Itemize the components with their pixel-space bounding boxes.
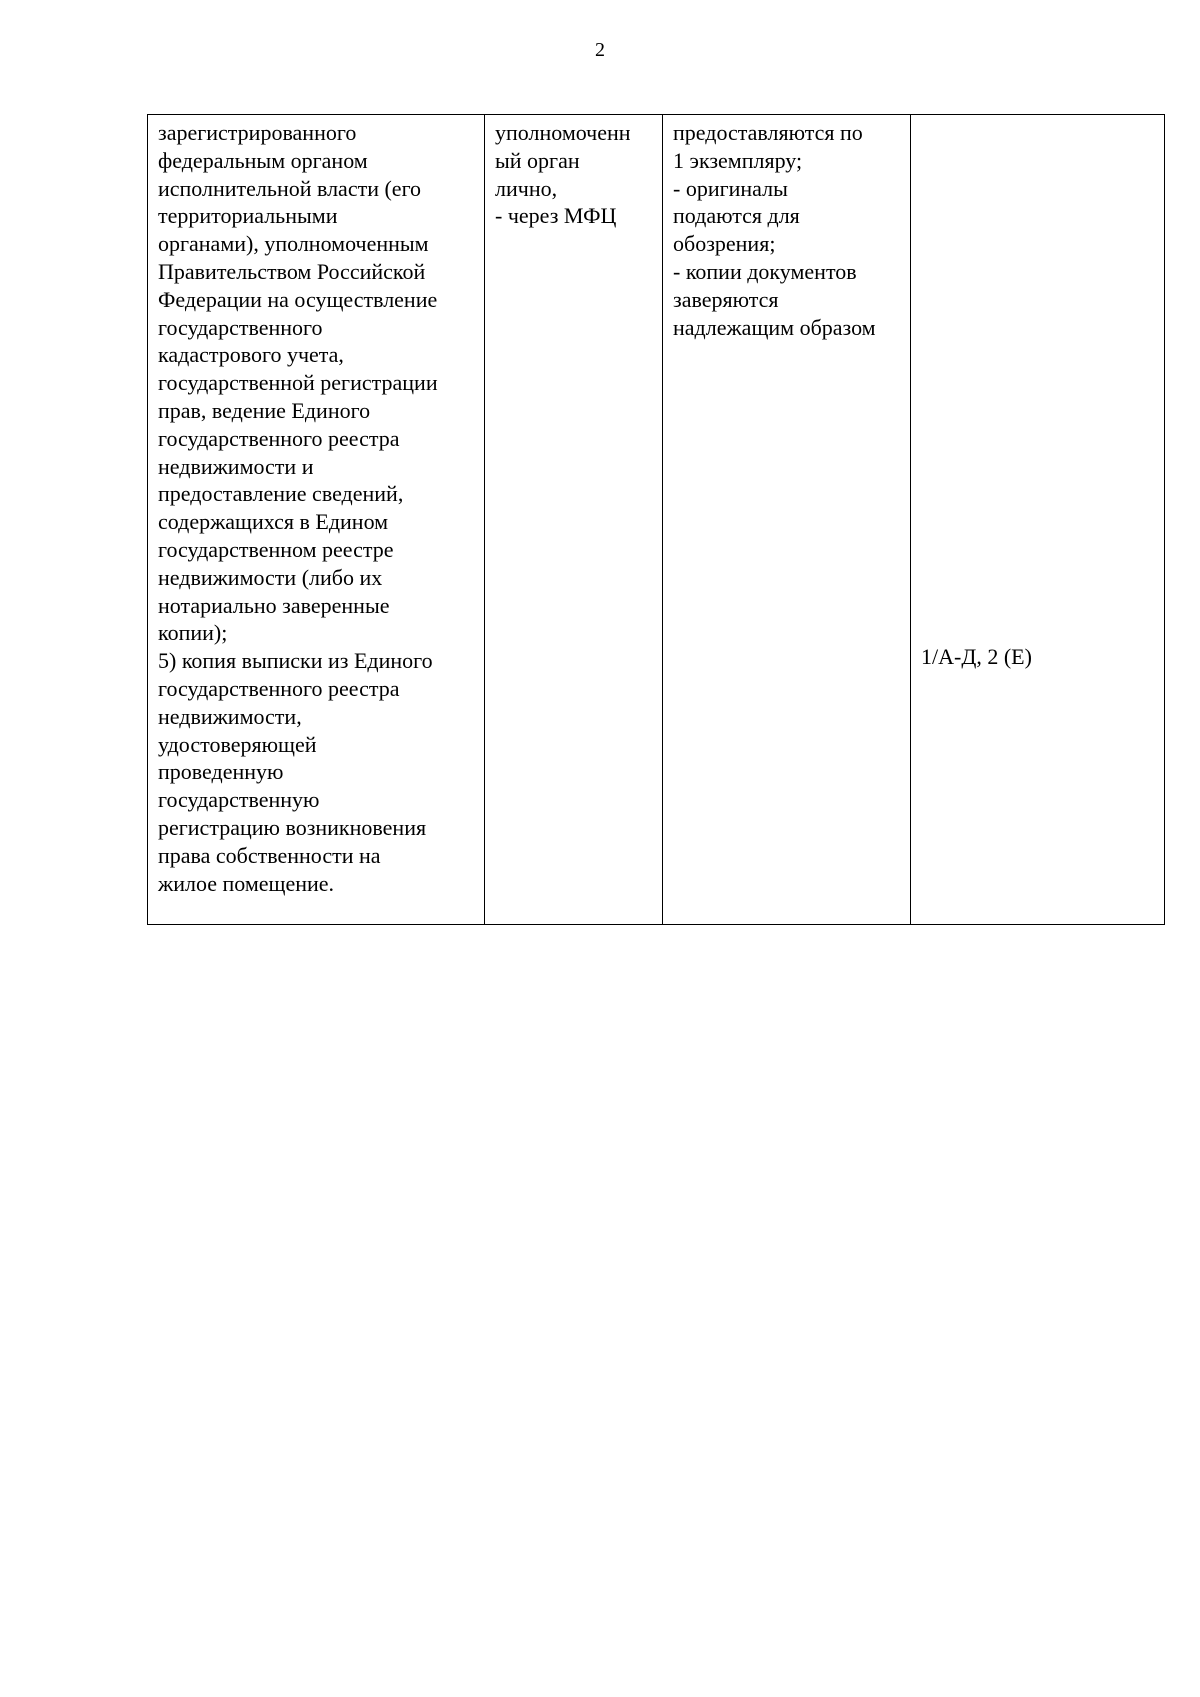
text-line: 5) копия выписки из Единого xyxy=(158,648,433,674)
text-line: недвижимости, xyxy=(158,703,302,729)
text-line: содержащихся в Едином xyxy=(158,509,389,535)
page-number: 2 xyxy=(595,39,605,61)
text-line: - через МФЦ xyxy=(495,203,617,229)
text-line: регистрацию возникновения xyxy=(158,814,427,840)
text-line: лично, xyxy=(495,175,558,201)
text-line: кадастрового учета, xyxy=(158,342,344,368)
text-line: федеральным органом xyxy=(158,147,368,173)
text-line: - копии документов xyxy=(673,258,857,284)
text-line: нотариально заверенные xyxy=(158,592,390,618)
submission-method-cell xyxy=(485,115,663,925)
text-line: Правительством Российской xyxy=(158,258,426,284)
text-line: удостоверяющей xyxy=(158,731,317,757)
text-line: проведенную xyxy=(158,759,284,785)
text-line: права собственности на xyxy=(158,842,381,868)
requirements-cell xyxy=(663,115,911,925)
text-line: прав, ведение Единого xyxy=(158,397,371,423)
text-line: государственной регистрации xyxy=(158,370,438,396)
table-row xyxy=(148,115,1165,925)
text-line: государственного xyxy=(158,314,323,340)
text-line: недвижимости (либо их xyxy=(158,564,383,590)
text-line: исполнительной власти (его xyxy=(158,175,422,201)
text-line: Федерации на осуществление xyxy=(158,286,438,312)
reference-cell xyxy=(911,115,1165,925)
text-line: зарегистрированного xyxy=(158,120,357,145)
text-line: уполномоченн xyxy=(495,120,631,145)
document-table xyxy=(147,114,1165,925)
text-line: надлежащим образом xyxy=(673,314,876,340)
text-line: обозрения; xyxy=(673,231,776,257)
text-line: предоставляются по xyxy=(673,120,863,145)
text-line: государственную xyxy=(158,787,320,813)
text-line: государственного реестра xyxy=(158,675,400,701)
reference-code: 1/А-Д, 2 (Е) xyxy=(921,644,1032,669)
text-line: - оригиналы xyxy=(673,175,788,201)
document-list-cell xyxy=(148,115,485,925)
text-line: органами), уполномоченным xyxy=(158,231,429,257)
text-line: заверяются xyxy=(673,286,779,312)
text-line: жилое помещение. xyxy=(158,870,335,896)
text-line: государственного реестра xyxy=(158,425,400,451)
text-line: территориальными xyxy=(158,203,338,229)
text-line: государственном реестре xyxy=(158,536,394,562)
text-line: подаются для xyxy=(673,203,800,229)
text-line: предоставление сведений, xyxy=(158,481,404,507)
text-line: копии); xyxy=(158,620,228,646)
text-line: 1 экземпляру; xyxy=(673,147,803,173)
text-line: недвижимости и xyxy=(158,453,314,479)
text-line: ый орган xyxy=(495,147,580,173)
